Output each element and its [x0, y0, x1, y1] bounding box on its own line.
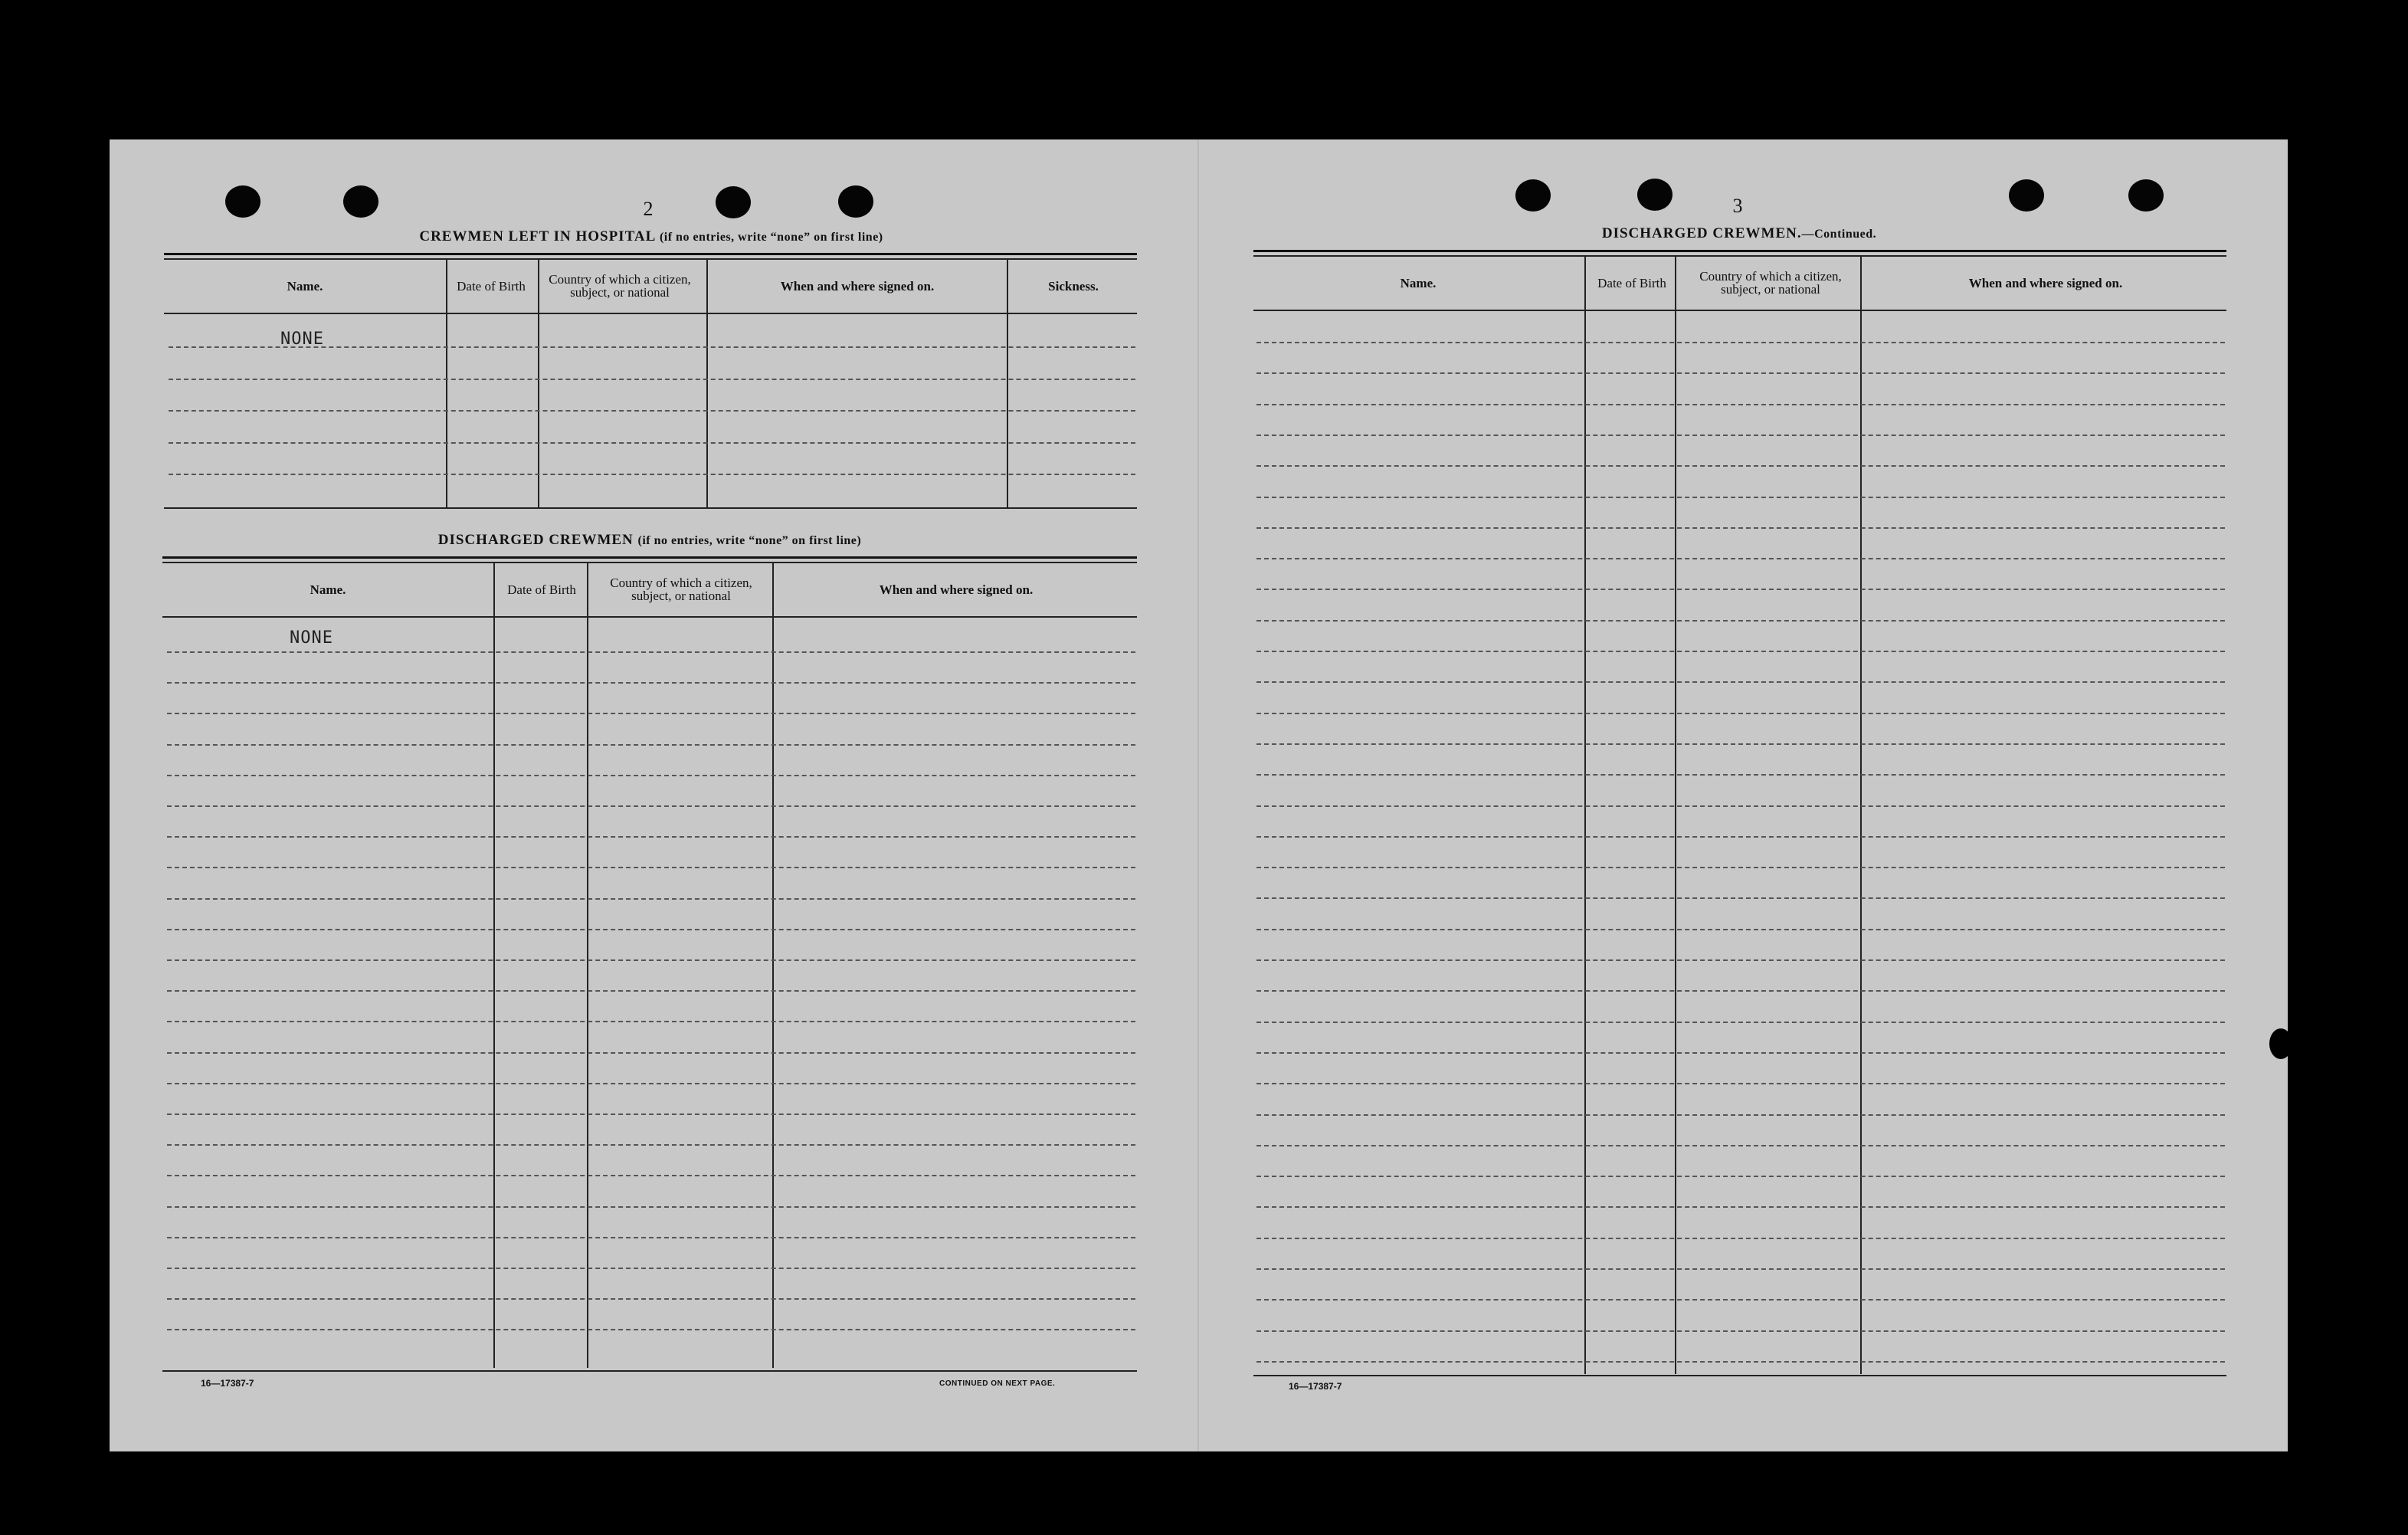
cont-entry-line — [1256, 372, 2225, 374]
discharged-entry-line — [167, 1329, 1135, 1330]
discharged-entry-line — [167, 1206, 1135, 1208]
discharged-entry-line — [167, 959, 1135, 961]
discharged-entry-line — [167, 1144, 1135, 1146]
hospital-top-rule-2 — [164, 258, 1137, 260]
cont-top-rule-2 — [1253, 255, 2226, 257]
hospital-top-rule — [164, 253, 1137, 255]
hospital-bottom-rule — [164, 507, 1137, 509]
cont-header-rule — [1253, 310, 2226, 311]
cont-header-country: Country of which a citizen, subject, or national — [1699, 269, 1842, 297]
cont-entry-line — [1256, 497, 2225, 498]
discharged-top-rule — [162, 556, 1137, 559]
cont-entry-line — [1256, 342, 2225, 343]
cont-entry-line — [1256, 1114, 2225, 1116]
hospital-section-title — [419, 228, 883, 245]
discharged-title-note: (if no entries, write “none” on first line) — [637, 534, 862, 547]
cont-header-dob: Date of Birth — [1597, 275, 1666, 290]
hospital-header-dob: Date of Birth — [457, 278, 526, 294]
discharged-cont-title-note: —Continued. — [1801, 228, 1877, 241]
cont-entry-line — [1256, 897, 2225, 899]
cont-entry-line — [1256, 681, 2225, 683]
cont-entry-line — [1256, 1206, 2225, 1208]
page-number-right: 3 — [1732, 195, 1743, 217]
punch-hole — [1637, 179, 1672, 211]
cont-entry-line — [1256, 1330, 2225, 1332]
cont-entry-line — [1256, 435, 2225, 436]
form-code-left: 16—17387-7 — [201, 1378, 254, 1389]
hospital-header-sickness: Sickness. — [1048, 278, 1099, 294]
punch-hole — [343, 185, 378, 218]
hospital-entry-line — [169, 410, 1135, 412]
hospital-header-name: Name. — [287, 278, 323, 294]
cont-entry-line — [1256, 929, 2225, 930]
continued-note: CONTINUED ON NEXT PAGE. — [939, 1379, 1056, 1388]
hospital-entry-line — [169, 379, 1135, 380]
hospital-header-signed-on: When and where signed on. — [780, 278, 935, 294]
hospital-header-rule — [164, 313, 1137, 314]
discharged-entry-line — [167, 1021, 1135, 1022]
hospital-title-text: CREWMEN LEFT IN HOSPITAL — [419, 228, 656, 244]
punch-hole — [1515, 179, 1551, 212]
hospital-col-divider — [1007, 258, 1008, 508]
cont-entry-line — [1256, 836, 2225, 838]
discharged-header-name: Name. — [310, 582, 346, 597]
form-code-right: 16—17387-7 — [1289, 1381, 1342, 1392]
cont-entry-line — [1256, 867, 2225, 868]
discharged-entry-line — [167, 1052, 1135, 1054]
discharged-header-country: Country of which a citizen, subject, or national — [610, 576, 752, 603]
cont-entry-line — [1256, 713, 2225, 714]
hospital-title-note: (if no entries, write “none” on first line) — [659, 231, 883, 244]
cont-top-rule — [1253, 250, 2226, 252]
cont-entry-line — [1256, 1052, 2225, 1054]
discharged-entry-line — [167, 867, 1135, 868]
cont-entry-line — [1256, 774, 2225, 776]
cont-entry-line — [1256, 1361, 2225, 1363]
discharged-entry-line — [167, 651, 1135, 653]
cont-bottom-rule — [1253, 1375, 2226, 1376]
hospital-entry-line — [169, 346, 1135, 348]
page-number-left: 2 — [643, 198, 654, 220]
punch-hole — [838, 185, 873, 218]
discharged-bottom-rule — [162, 1370, 1137, 1372]
cont-entry-line — [1256, 527, 2225, 529]
cont-entry-line — [1256, 1268, 2225, 1270]
cont-entry-line — [1256, 1299, 2225, 1300]
cont-entry-line — [1256, 1176, 2225, 1177]
hospital-col-divider — [538, 258, 539, 508]
page-fold — [1197, 139, 1199, 1451]
cont-header-signed-on: When and where signed on. — [1968, 275, 2123, 290]
cont-entry-line — [1256, 1083, 2225, 1084]
cont-entry-line — [1256, 404, 2225, 405]
discharged-entry-line — [167, 744, 1135, 746]
discharged-header-dob: Date of Birth — [507, 582, 576, 597]
hospital-col-divider — [446, 258, 447, 508]
discharged-entry-line — [167, 682, 1135, 684]
discharged-entry-line — [167, 1237, 1135, 1238]
discharged-cont-title-text: DISCHARGED CREWMEN. — [1601, 225, 1802, 241]
cont-header-name: Name. — [1400, 275, 1437, 290]
cont-entry-line — [1256, 990, 2225, 992]
cont-entry-line — [1256, 743, 2225, 745]
discharged-entry-line — [167, 1083, 1135, 1084]
punch-hole — [2009, 179, 2044, 212]
discharged-entry-line — [167, 990, 1135, 992]
cont-entry-line — [1256, 959, 2225, 961]
discharged-section-title — [438, 532, 861, 549]
cont-entry-line — [1256, 651, 2225, 652]
punch-hole — [2128, 179, 2164, 212]
discharged-first-entry: NONE — [290, 628, 333, 648]
discharged-entry-line — [167, 1268, 1135, 1269]
cont-entry-line — [1256, 620, 2225, 622]
cont-entry-line — [1256, 1145, 2225, 1146]
discharged-title-text: DISCHARGED CREWMEN — [437, 532, 634, 548]
discharged-header-rule — [162, 616, 1137, 618]
discharged-entry-line — [167, 898, 1135, 900]
cont-entry-line — [1256, 1022, 2225, 1023]
discharged-entry-line — [167, 836, 1135, 838]
discharged-entry-line — [167, 1114, 1135, 1115]
discharged-cont-title — [1602, 225, 1876, 242]
hospital-col-divider — [706, 258, 708, 508]
discharged-entry-line — [167, 1175, 1135, 1176]
discharged-entry-line — [167, 805, 1135, 807]
hospital-first-entry: NONE — [280, 330, 324, 349]
discharged-header-signed-on: When and where signed on. — [879, 582, 1034, 597]
discharged-entry-line — [167, 1298, 1135, 1300]
hospital-entry-line — [169, 474, 1135, 475]
punch-hole — [225, 185, 260, 218]
cont-entry-line — [1256, 465, 2225, 467]
cont-entry-line — [1256, 558, 2225, 559]
cont-entry-line — [1256, 1238, 2225, 1239]
discharged-entry-line — [167, 929, 1135, 930]
hospital-entry-line — [169, 442, 1135, 444]
discharged-entry-line — [167, 775, 1135, 776]
discharged-top-rule-2 — [162, 562, 1137, 563]
hospital-header-country: Country of which a citizen, subject, or national — [549, 272, 691, 300]
cont-entry-line — [1256, 589, 2225, 590]
edge-tear — [2269, 1028, 2292, 1059]
cont-entry-line — [1256, 805, 2225, 807]
punch-hole — [716, 186, 751, 218]
discharged-entry-line — [167, 713, 1135, 714]
